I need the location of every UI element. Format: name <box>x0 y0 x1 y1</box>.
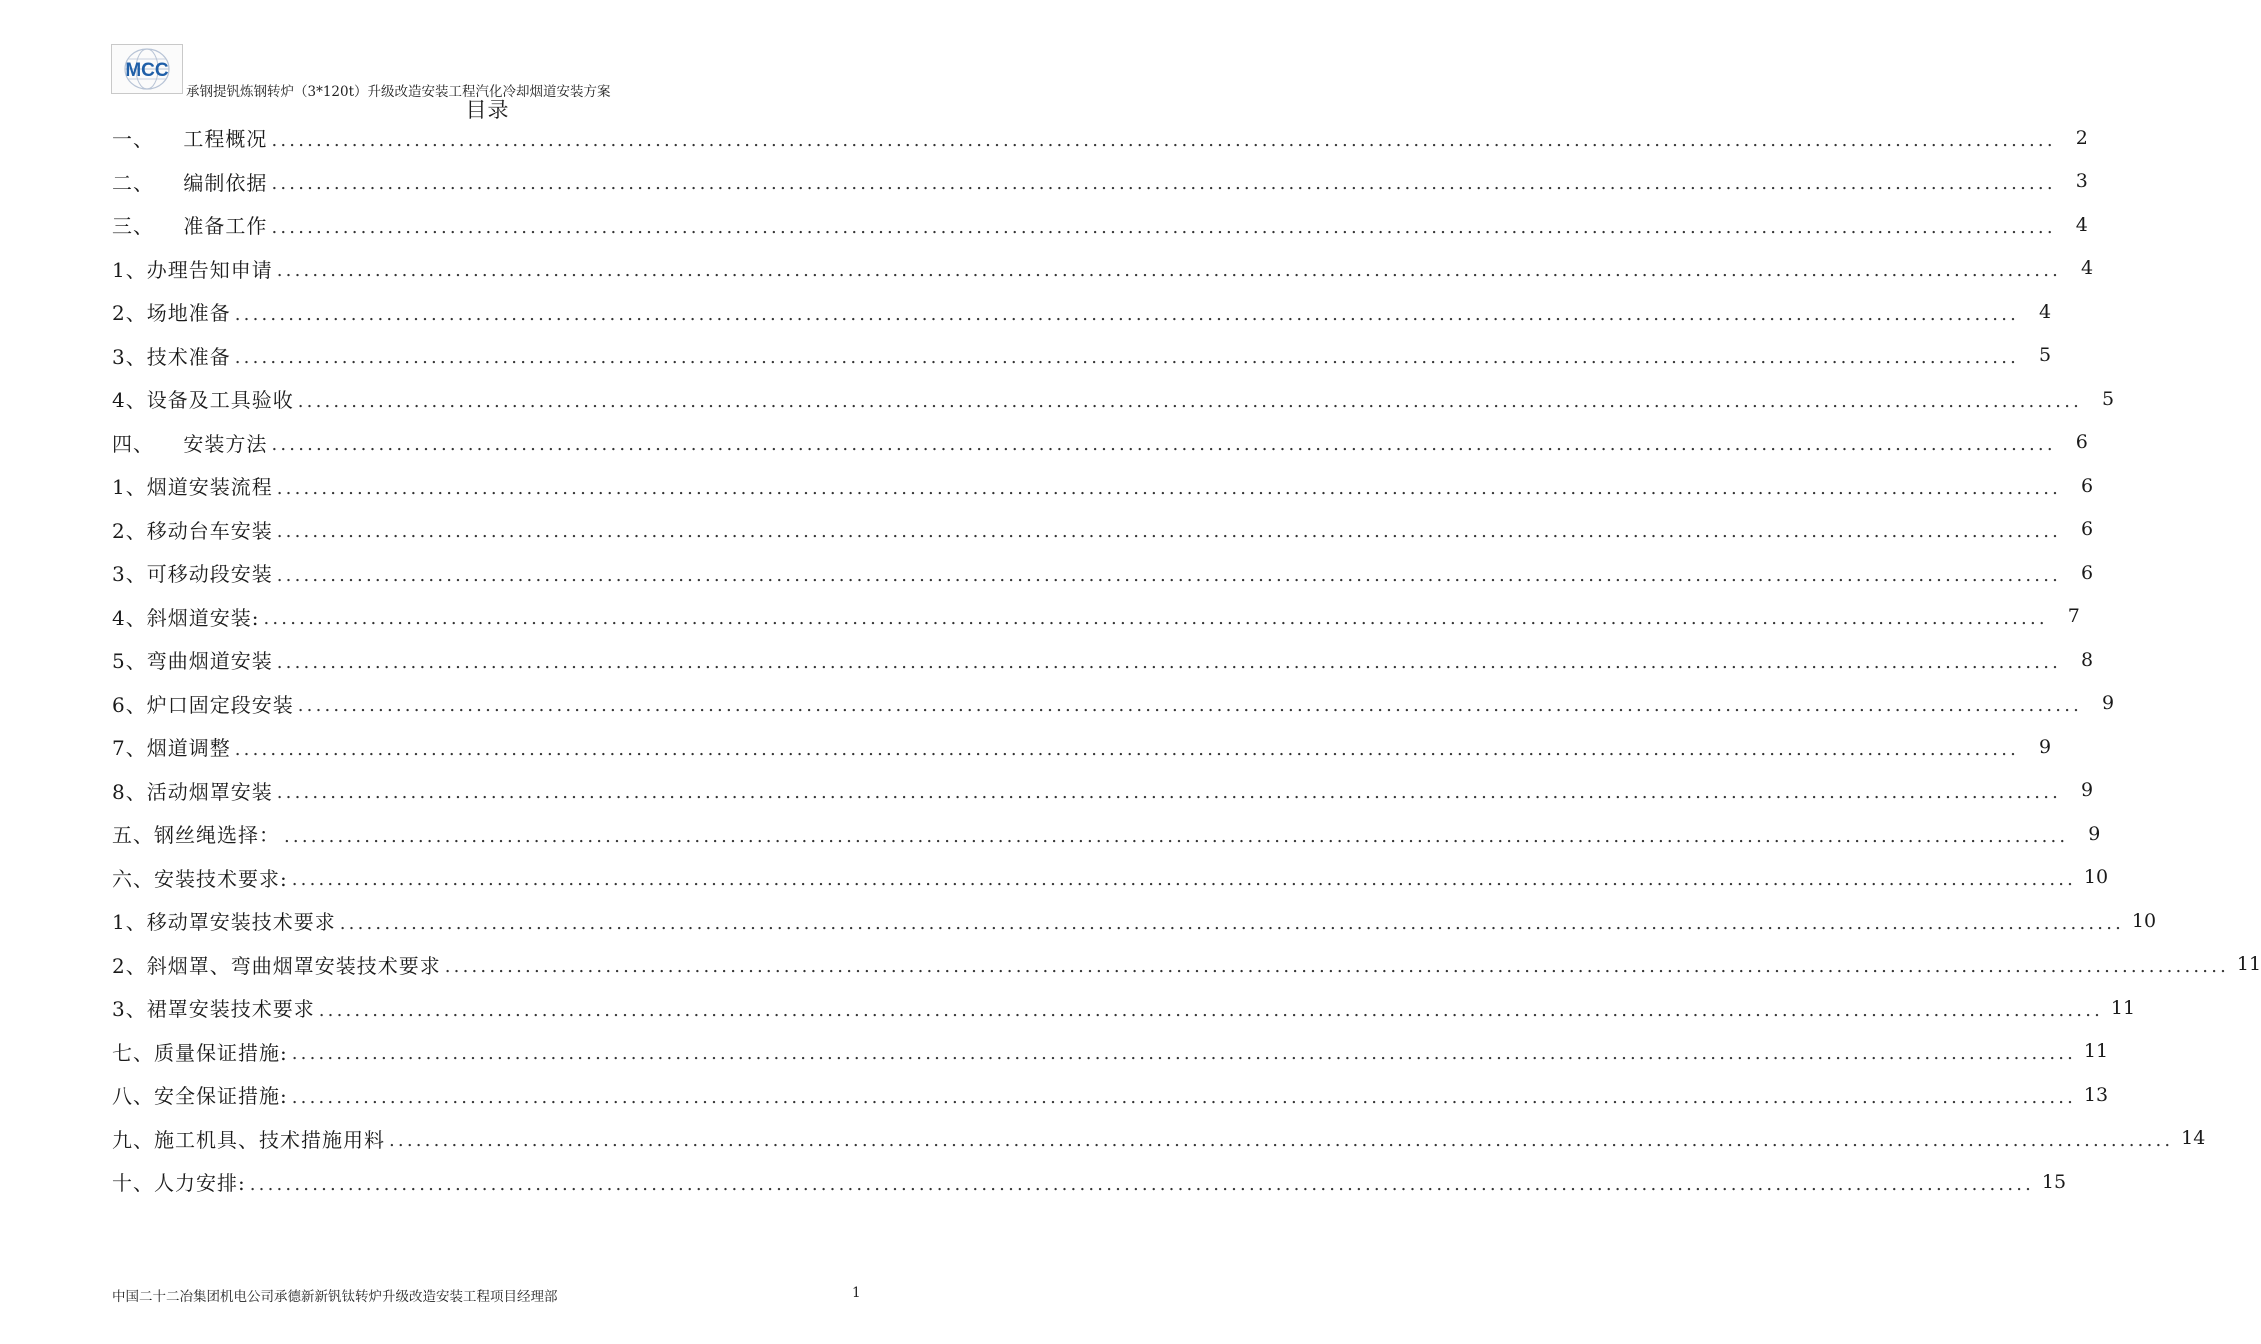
toc-leader-dots: ........................................................................................................................................................................................................ <box>276 651 2062 673</box>
toc-entry-label: 4、设备及工具验收 <box>112 384 298 413</box>
toc-leader-dots: ........................................................................................................................................................................................................ <box>271 173 2056 195</box>
toc-heading: 目录 <box>465 98 510 122</box>
toc-leader-dots: ........................................................................................................................................................................................................ <box>297 695 2083 717</box>
toc-entry[interactable] <box>112 638 2094 682</box>
toc-entry-page: 13 <box>2076 1084 2108 1106</box>
toc-entry[interactable] <box>112 812 2101 856</box>
toc-entry-label: 九、施工机具、技术措施用料 <box>112 1124 389 1153</box>
toc-entry-page: 10 <box>2076 866 2108 888</box>
toc-entry-page: 11 <box>2229 953 2261 975</box>
toc-leader-dots: ........................................................................................................................................................................................................ <box>276 782 2062 804</box>
toc-entry-label: 2、场地准备 <box>112 297 235 326</box>
toc-entry-page: 9 <box>2019 736 2051 758</box>
toc-entry-page: 4 <box>2019 301 2051 323</box>
toc-leader-dots: ........................................................................................................................................................................................................ <box>389 1130 2174 1152</box>
toc-entry[interactable] <box>112 1117 2206 1161</box>
logo-text: MCC <box>125 60 169 81</box>
toc-entry-label: 1、烟道安装流程 <box>112 471 277 500</box>
toc-entry[interactable] <box>112 116 2088 160</box>
toc-leader-dots: ........................................................................................................................................................................................................ <box>291 869 2077 891</box>
toc-entry-page: 9 <box>2061 779 2093 801</box>
toc-entry-page: 4 <box>2061 257 2093 279</box>
toc-entry-page: 5 <box>2019 344 2051 366</box>
toc-entry[interactable] <box>112 943 2261 987</box>
toc-entry-label: 四、 安装方法 <box>112 428 271 457</box>
toc-entry-label: 2、斜烟罩、弯曲烟罩安装技术要求 <box>112 950 445 979</box>
footer-page-number: 1 <box>852 1285 861 1301</box>
toc-entry-page: 7 <box>2048 605 2080 627</box>
toc-entry-label: 7、烟道调整 <box>112 732 235 761</box>
toc-entry-page: 11 <box>2076 1040 2108 1062</box>
toc-entry-label: 3、技术准备 <box>112 341 235 370</box>
toc-entry-label: 七、质量保证措施: <box>112 1037 292 1066</box>
toc-entry-label: 6、炉口固定段安装 <box>112 689 298 718</box>
toc-entry-label: 1、办理告知申请 <box>112 254 277 283</box>
toc-leader-dots: ........................................................................................................................................................................................................ <box>271 434 2056 456</box>
toc-entry-page: 6 <box>2061 518 2093 540</box>
toc-entry-label: 3、可移动段安装 <box>112 558 277 587</box>
toc-entry-label: 十、人力安排: <box>112 1167 250 1196</box>
toc-leader-dots: ........................................................................................................................................................................................................ <box>234 738 2020 760</box>
toc-entry-label: 二、 编制依据 <box>112 167 271 196</box>
toc-leader-dots: ........................................................................................................................................................................................................ <box>276 260 2062 282</box>
toc-leader-dots: ........................................................................................................................................................................................................ <box>234 303 2020 325</box>
toc-entry-page: 6 <box>2056 431 2088 453</box>
toc-entry[interactable] <box>112 1073 2109 1117</box>
toc-entry[interactable] <box>112 899 2157 943</box>
toc-entry[interactable] <box>112 334 2052 378</box>
toc-leader-dots: ........................................................................................................................................................................................................ <box>271 216 2056 238</box>
toc-entry-page: 14 <box>2173 1127 2205 1149</box>
toc-entry[interactable] <box>112 551 2094 595</box>
toc-leader-dots: ........................................................................................................................................................................................................ <box>276 477 2062 499</box>
toc-entry-page: 2 <box>2056 127 2088 149</box>
toc-entry-page: 11 <box>2103 997 2135 1019</box>
toc-leader-dots: ........................................................................................................................................................................................................ <box>318 999 2104 1021</box>
document-header-title: 承钢提钒炼钢转炉（3*120t）升级改造安装工程汽化冷却烟道安装方案 <box>186 84 611 100</box>
toc-entry[interactable] <box>112 160 2088 204</box>
toc-entry-label: 三、 准备工作 <box>112 210 271 239</box>
toc-entry[interactable] <box>112 247 2094 291</box>
toc-leader-dots: ........................................................................................................................................................................................................ <box>339 912 2125 934</box>
toc-leader-dots: ........................................................................................................................................................................................................ <box>291 1043 2077 1065</box>
toc-leader-dots: ........................................................................................................................................................................................................ <box>276 521 2062 543</box>
toc-entry[interactable] <box>112 290 2052 334</box>
footer-organization: 中国二十二冶集团机电公司承德新新钒钛转炉升级改造安装工程项目经理部 <box>112 1289 558 1305</box>
toc-entry-page: 10 <box>2124 910 2156 932</box>
toc-entry[interactable] <box>112 421 2088 465</box>
toc-entry[interactable] <box>112 725 2052 769</box>
toc-entry[interactable] <box>112 986 2136 1030</box>
toc-entry-label: 4、斜烟道安装: <box>112 602 263 631</box>
toc-leader-dots: ........................................................................................................................................................................................................ <box>291 1086 2077 1108</box>
toc-entry-page: 3 <box>2056 170 2088 192</box>
toc-leader-dots: ........................................................................................................................................................................................................ <box>234 347 2020 369</box>
toc-entry-label: 六、安装技术要求: <box>112 863 292 892</box>
toc-entry[interactable] <box>112 508 2094 552</box>
toc-entry-label: 一、 工程概况 <box>112 123 271 152</box>
toc-entry[interactable] <box>112 203 2088 247</box>
toc-entry-page: 4 <box>2056 214 2088 236</box>
toc-leader-dots: ........................................................................................................................................................................................................ <box>271 129 2056 151</box>
toc-entry[interactable] <box>112 1160 2067 1204</box>
toc-entry[interactable] <box>112 1030 2109 1074</box>
toc-leader-dots: ........................................................................................................................................................................................................ <box>276 564 2062 586</box>
toc-entry[interactable] <box>112 769 2094 813</box>
company-logo <box>111 44 183 94</box>
toc-leader-dots: ........................................................................................................................................................................................................ <box>297 390 2083 412</box>
toc-entry[interactable] <box>112 464 2094 508</box>
toc-entry-label: 1、移动罩安装技术要求 <box>112 906 340 935</box>
mcc-logo-icon <box>112 45 182 93</box>
toc-entry-page: 5 <box>2082 388 2114 410</box>
table-of-contents <box>112 116 2261 1204</box>
toc-entry-page: 9 <box>2082 692 2114 714</box>
toc-leader-dots: ........................................................................................................................................................................................................ <box>263 608 2048 630</box>
toc-leader-dots: ........................................................................................................................................................................................................ <box>249 1173 2035 1195</box>
toc-entry-page: 9 <box>2068 823 2100 845</box>
toc-entry-label: 3、裙罩安装技术要求 <box>112 993 319 1022</box>
toc-entry-label: 5、弯曲烟道安装 <box>112 645 277 674</box>
toc-entry-label: 五、钢丝绳选择： <box>112 819 284 848</box>
toc-entry-label: 八、安全保证措施: <box>112 1080 292 1109</box>
toc-entry-label: 2、移动台车安装 <box>112 515 277 544</box>
toc-entry-page: 6 <box>2061 562 2093 584</box>
toc-entry[interactable] <box>112 377 2115 421</box>
toc-entry[interactable] <box>112 682 2115 726</box>
toc-entry-label: 8、活动烟罩安装 <box>112 776 277 805</box>
toc-leader-dots: ........................................................................................................................................................................................................ <box>284 825 2069 847</box>
toc-entry-page: 6 <box>2061 475 2093 497</box>
toc-entry[interactable] <box>112 595 2080 639</box>
toc-entry-page: 8 <box>2061 649 2093 671</box>
toc-entry-page: 15 <box>2034 1171 2066 1193</box>
toc-entry[interactable] <box>112 856 2109 900</box>
toc-leader-dots: ........................................................................................................................................................................................................ <box>444 956 2230 978</box>
